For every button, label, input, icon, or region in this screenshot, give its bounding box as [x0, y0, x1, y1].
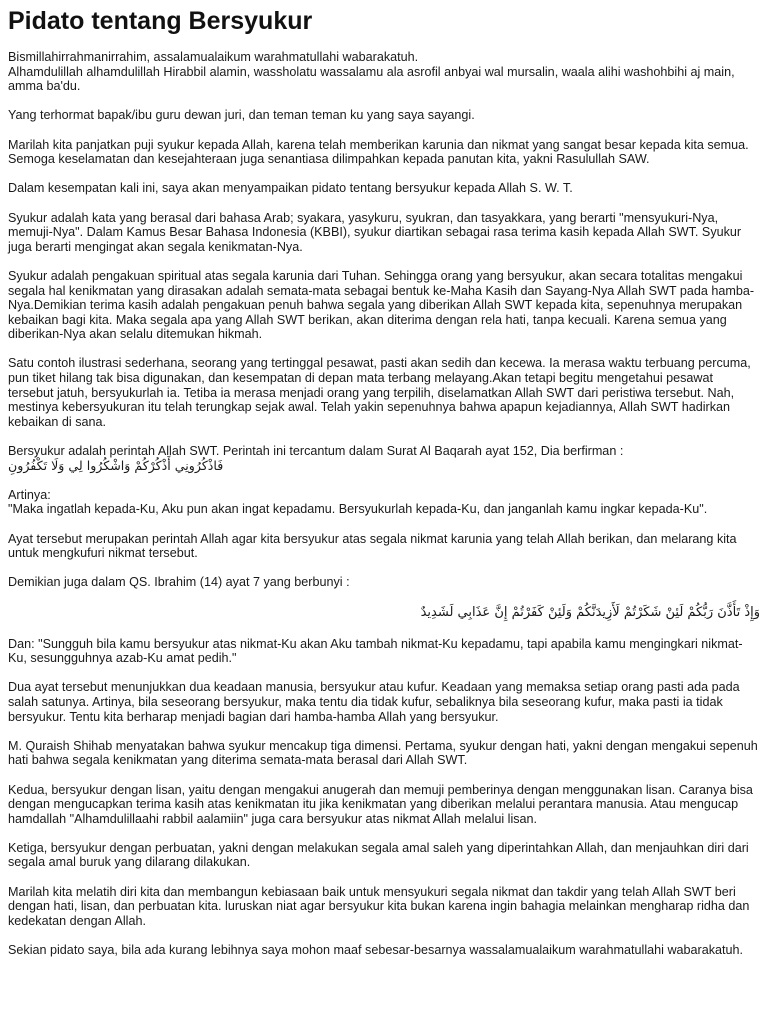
page-title: Pidato tentang Bersyukur	[8, 7, 313, 35]
opening-line-1: Bismillahirrahmanirrahim, assalamualaikum warahmatullahi wabarakatuh.	[8, 50, 419, 64]
paragraph-6-intro: Bersyukur adalah perintah Allah SWT. Perintah ini tercantum dalam Surat Al Baqarah ayat 152, Dia berfirman :	[8, 444, 624, 459]
paragraph-9: Dan: "Sungguh bila kamu bersyukur atas nikmat-Ku akan Aku tambah nikmat-Ku kepadamu, tapi apabila kamu mengingkari nikmat-Ku, sesungguhnya azab-Ku amat pedih."	[8, 636, 743, 666]
closing-paragraph: Sekian pidato saya, bila ada kurang lebihnya saya mohon maaf sebesar-besarnya wassalamualaikum warahmatullahi wabarakatuh.	[8, 943, 744, 958]
paragraph-2: Dalam kesempatan kali ini, saya akan menyampaikan pidato tentang bersyukur kepada Allah S. W. T.	[8, 181, 573, 196]
paragraph-13: Ketiga, bersyukur dengan perbuatan, yakni dengan melakukan segala amal saleh yang diperintahkan Allah, dan menjauhkan diri dari segala amal buruk yang dilarang dilakukan.	[8, 840, 749, 870]
opening-paragraph	[8, 50, 760, 94]
arabic-verse-1: فَاذْكُرُونِي أَذْكُرْكُمْ وَاشْكُرُوا لِي وَلَا تَكْفُرُونِ	[8, 457, 224, 473]
paragraph-3: Syukur adalah kata yang berasal dari bahasa Arab; syakara, yasykuru, syukran, dan tasyakkara, yang berarti "mensyukuri-Nya, memuji-Nya". Dalam Kamus Besar Bahasa Indonesia (KBBI), syukur diartikan sebagai rasa terima kasih kepada Allah SWT. Syukur juga berarti mengingat akan segala kenikmatan-Nya.	[8, 210, 742, 254]
greeting-paragraph: Yang terhormat bapak/ibu guru dewan juri, dan teman teman ku yang saya sayangi.	[8, 108, 475, 123]
paragraph-14: Marilah kita melatih diri kita dan membangun kebiasaan baik untuk mensyukuri segala nikmat dan takdir yang telah Allah SWT beri dengan hati, lisan, dan perbuatan kita. luruskan niat agar bersyukur kita bukan karena ingin bahagia melainkan mengharap ridha dan kedekatan dengan Allah.	[8, 884, 750, 928]
paragraph-11: M. Quraish Shihab menyatakan bahwa syukur mencakup tiga dimensi. Pertama, syukur dengan hati, yakni dengan mengakui sepenuh hati bahwa segala kenikmatan yang diterima semata-mata berasal dari Allah SWT.	[8, 738, 758, 768]
arabic-verse-2: وَإِذْ تَأَذَّنَ رَبُّكُمْ لَئِنْ شَكَرْتُمْ لَأَزِيدَنَّكُمْ وَلَئِنْ كَفَرْتُمْ إِنَّ عَذَابِي لَشَدِيدٌ	[420, 604, 760, 620]
paragraph-6	[8, 444, 760, 473]
paragraph-12: Kedua, bersyukur dengan lisan, yaitu dengan mengakui anugerah dan memuji pemberinya dengan menggunakan lisan. Caranya bisa dengan mengucapkan terima kasih atas kenikmatan itu jika kenikmatan yang diberikan melalui perantara manusia. Atau mengucap hamdallah "Alhamdulillaahi rabbil aalamiin" juga cara bersyukur atas nikmat Allah melalui lisan.	[8, 782, 753, 826]
paragraph-8-intro: Demikian juga dalam QS. Ibrahim (14) ayat 7 yang berbunyi :	[8, 575, 350, 590]
paragraph-1: Marilah kita panjatkan puji syukur kepada Allah, karena telah memberikan karunia dan nikmat yang sangat besar kepada kita semua. Semoga keselamatan dan kesejahteraan juga senantiasa dilimpahkan kepada panutan kita, yakni Rasulullah SAW.	[8, 137, 749, 167]
paragraph-4: Syukur adalah pengakuan spiritual atas segala karunia dari Tuhan. Sehingga orang yang bersyukur, akan secara totalitas mengakui segala hal kenikmatan yang dirasakan adalah semata-mata sebagai bentuk ke-Maha Kasih dan Sayang-Nya Allah SWT pada hamba-Nya.Demikian terima kasih adalah pengakuan penuh bahwa segala yang diberikan Allah SWT kepada kita, sepenuhnya merupakan kebaikan bagi kita. Maka segala apa yang Allah SWT berikan, akan diterima dengan rela hati, tanpa kecuali. Karena semua yang diberikan-Nya akan selalu ditemukan hikmah.	[8, 268, 755, 342]
paragraph-7: Ayat tersebut merupakan perintah Allah agar kita bersyukur atas segala nikmat karunia yang telah Allah berikan, dan melarang kita untuk mengkufuri nikmat tersebut.	[8, 531, 737, 561]
paragraph-5: Satu contoh ilustrasi sederhana, seorang yang tertinggal pesawat, pasti akan sedih dan kecewa. Ia merasa waktu terbuang percuma, pun tiket hilang tak bisa digunakan, dan kesempatan di depan mata terbang melayang.Akan tetapi begitu mengetahui pesawat tersebut jatuh, bersyukurlah ia. Tetiba ia merasa menjadi orang yang terpilih, diselamatkan Allah SWT dari peristiwa tersebut. Nah, mestinya kebersyukuran itu telah terungkap sejak awal. Telah yakin sepenuhnya bahwa apapun kejadiannya, Allah SWT hadirkan kebaikan di sana.	[8, 356, 751, 429]
translation-paragraph	[8, 488, 760, 517]
paragraph-10: Dua ayat tersebut menunjukkan dua keadaan manusia, bersyukur atau kufur. Keadaan yang memaksa setiap orang pasti ada pada salah satunya. Artinya, bila seseorang bersyukur, maka tentu dia tidak kufur, sebaliknya bila seseorang kufur, maka pasti ia tidak bersyukur. Tentu kita berharap menjadi bagian dari hamba-hamba Allah yang bersyukur.	[8, 680, 740, 724]
opening-line-2: Alhamdulillah alhamdulillah Hirabbil alamin, wassholatu wassalamu ala asrofil anbyai wal mursalin, waala alihi washohbihi aj main, amma ba'du.	[8, 64, 735, 94]
translation-label: Artinya:	[8, 487, 51, 502]
translation-text: "Maka ingatlah kepada-Ku, Aku pun akan ingat kepadamu. Bersyukurlah kepada-Ku, dan janganlah kamu ingkar kepada-Ku".	[8, 502, 708, 517]
